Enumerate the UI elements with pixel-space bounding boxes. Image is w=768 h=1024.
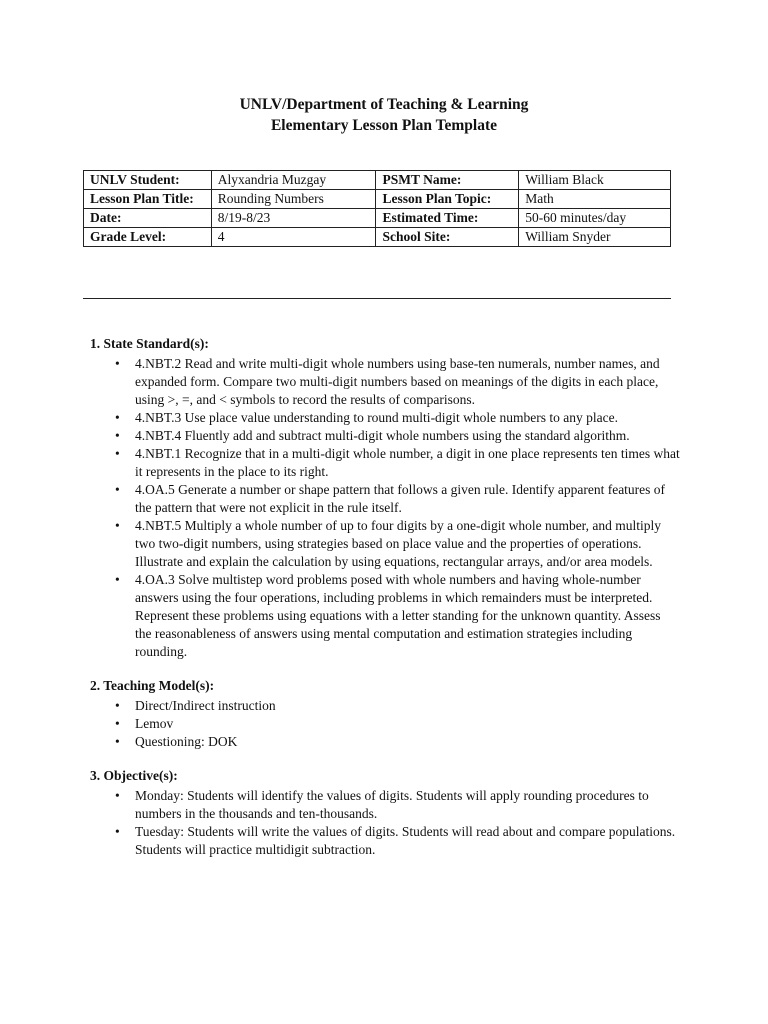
list-item-text: 4.NBT.5 Multiply a whole number of up to four digits by a one-digit whole number, and multiply two two-digit numbers, using strategies based on place value and the properties of operations. Illustrate and explain the calculation by using equations, rectangular arrays, and/or area models.: [135, 518, 662, 569]
list-item-text: 4.NBT.1 Recognize that in a multi-digit whole number, a digit in one place represents ten times what it represents in the place to its right.: [135, 446, 680, 479]
list-item-text: 4.NBT.4 Fluently add and subtract multi-digit whole numbers using the standard algorithm.: [135, 428, 630, 443]
lesson-plan-body: [90, 335, 680, 875]
horizontal-divider: [83, 298, 671, 299]
bullet-icon: •: [115, 824, 120, 839]
list-item-text: 4.OA.5 Generate a number or shape pattern that follows a given rule. Identify apparent features of the pattern that were not explicit in the rule itself.: [135, 482, 666, 515]
standards-list: [90, 355, 680, 661]
objectives-list: [90, 787, 680, 859]
list-item-text: 4.NBT.3 Use place value understanding to round multi-digit whole numbers to any place.: [135, 410, 619, 425]
teaching-models-list: [90, 697, 680, 751]
table-row: [84, 190, 671, 209]
list-item: [90, 355, 680, 409]
bullet-icon: •: [115, 572, 120, 587]
table-value-cell: Alyxandria Muzgay: [211, 171, 376, 190]
list-item: [90, 715, 680, 733]
table-value-cell: 50-60 minutes/day: [519, 209, 671, 228]
list-item-text: Lemov: [135, 716, 174, 731]
table-row: [84, 228, 671, 247]
list-item-text: Tuesday: Students will write the values of digits. Students will read about and compare populations. Students will practice multidigit subtraction.: [135, 824, 676, 857]
list-item: [90, 697, 680, 715]
table-label-cell: Grade Level:: [84, 228, 212, 247]
list-item: [90, 427, 680, 445]
table-label-cell: PSMT Name:: [376, 171, 519, 190]
table-value-cell: William Black: [519, 171, 671, 190]
section-state-standards: [90, 335, 680, 661]
section-heading: 1. State Standard(s):: [90, 336, 209, 351]
list-item: [90, 409, 680, 427]
table-value-cell: 8/19-8/23: [211, 209, 376, 228]
section-heading: 3. Objective(s):: [90, 768, 178, 783]
section-objectives: [90, 767, 680, 859]
table-value-cell: Rounding Numbers: [211, 190, 376, 209]
list-item: [90, 517, 680, 571]
table-value-cell: Math: [519, 190, 671, 209]
table-label-cell: UNLV Student:: [84, 171, 212, 190]
table-label-cell: Lesson Plan Title:: [84, 190, 212, 209]
bullet-icon: •: [115, 788, 120, 803]
title-line-1: UNLV/Department of Teaching & Learning: [239, 96, 529, 113]
list-item-text: 4.NBT.2 Read and write multi-digit whole numbers using base-ten numerals, number names, and expanded form. Compare two multi-digit numbers based on meanings of the digits in each place, using >, =, and < symbols to record the results of comparisons.: [135, 356, 660, 407]
document-title: [0, 94, 768, 136]
bullet-icon: •: [115, 356, 120, 371]
table-row: [84, 209, 671, 228]
list-item: [90, 823, 680, 859]
bullet-icon: •: [115, 428, 120, 443]
section-teaching-models: [90, 677, 680, 751]
bullet-icon: •: [115, 518, 120, 533]
list-item-text: Questioning: DOK: [135, 734, 238, 749]
section-heading: 2. Teaching Model(s):: [90, 678, 215, 693]
bullet-icon: •: [115, 446, 120, 461]
bullet-icon: •: [115, 410, 120, 425]
list-item: [90, 571, 680, 661]
table-label-cell: Estimated Time:: [376, 209, 519, 228]
table-label-cell: Date:: [84, 209, 212, 228]
table-value-cell: 4: [211, 228, 376, 247]
list-item: [90, 481, 680, 517]
title-line-2: Elementary Lesson Plan Template: [270, 117, 498, 134]
list-item-text: Monday: Students will identify the values of digits. Students will apply rounding procedures to numbers in the thousands and ten-thousands.: [135, 788, 649, 821]
lesson-info-table: [83, 170, 671, 247]
table-label-cell: Lesson Plan Topic:: [376, 190, 519, 209]
table-row: [84, 171, 671, 190]
bullet-icon: •: [115, 734, 120, 749]
list-item: [90, 787, 680, 823]
table-value-cell: William Snyder: [519, 228, 671, 247]
list-item-text: 4.OA.3 Solve multistep word problems posed with whole numbers and having whole-number answers using the four operations, including problems in which remainders must be interpreted. Represent these problems using equations with a letter standing for the unknown quantity. Assess the reasonableness of answers using mental computation and estimation strategies including rounding.: [135, 572, 661, 659]
bullet-icon: •: [115, 716, 120, 731]
bullet-icon: •: [115, 698, 120, 713]
list-item-text: Direct/Indirect instruction: [135, 698, 276, 713]
table-label-cell: School Site:: [376, 228, 519, 247]
list-item: [90, 445, 680, 481]
bullet-icon: •: [115, 482, 120, 497]
list-item: [90, 733, 680, 751]
